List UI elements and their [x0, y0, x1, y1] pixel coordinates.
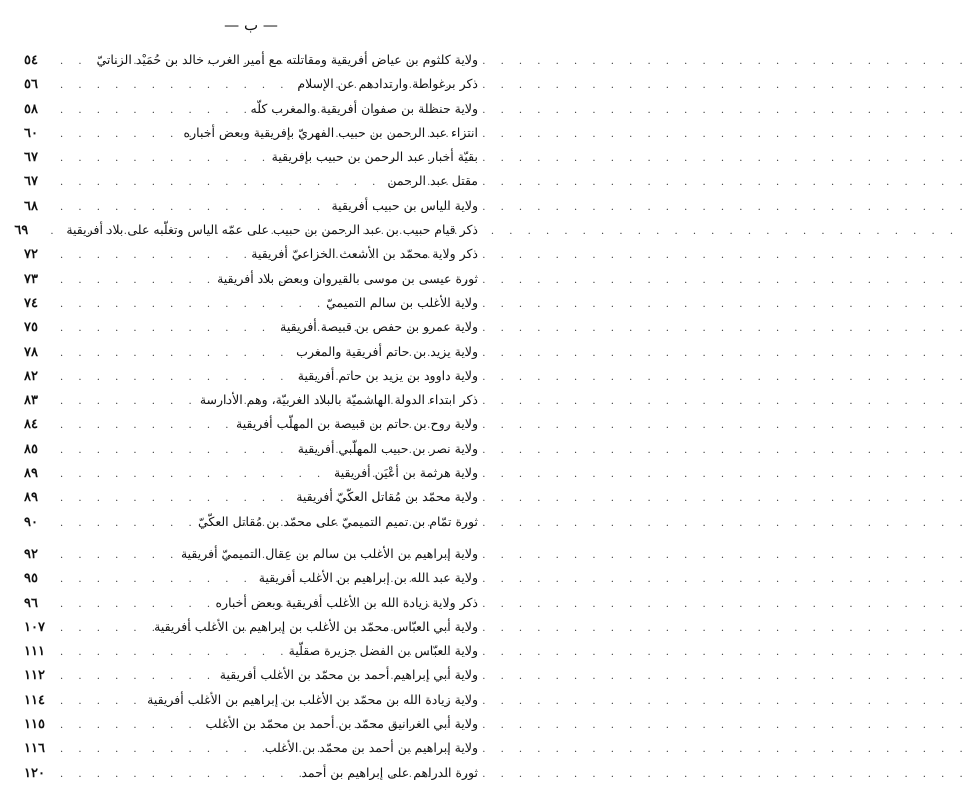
toc-entry-title: ثورة تمّام بن تميم التميميّ على محمّد بن مُقاتل العكّيّ	[198, 513, 478, 529]
toc-entry-page-number: ٨٩	[24, 490, 38, 506]
toc-entry-title: ولاية هرثمة بن أعْيَن أفريقية	[334, 465, 478, 481]
toc-entry-title: ثورة الدراهم على إبراهيم بن أحمد	[301, 764, 478, 780]
toc-entry	[24, 48, 478, 72]
toc-entry-title: ولاية العبّاس بن الفضل جزيرة صقلّية	[288, 643, 478, 659]
toc-entry	[24, 242, 478, 266]
toc-entry-page-number: ٥٨	[24, 101, 38, 117]
toc-entry-title: مقتل عبد الرحمن	[387, 173, 478, 189]
toc-entry	[24, 461, 478, 485]
toc-entry-page-number: ١٠٧	[24, 619, 45, 635]
toc-entry-page-number: ٧٤	[24, 295, 38, 311]
toc-entry	[24, 412, 478, 436]
page-marker: — ب —	[224, 16, 278, 34]
toc-entry-page-number: ٩٠	[24, 514, 38, 530]
dot-leader	[54, 99, 251, 123]
dot-leader	[54, 342, 296, 366]
dot-leader	[54, 317, 280, 341]
toc-entry	[24, 510, 478, 534]
dot-leader	[54, 293, 326, 317]
dot-leader	[54, 593, 216, 617]
dot-leader	[54, 196, 331, 220]
toc-entry	[24, 364, 478, 388]
table-of-contents	[14, 48, 478, 785]
toc-entry	[24, 388, 478, 412]
toc-entry-page-number: ٩٥	[24, 571, 38, 587]
dot-leader	[54, 390, 200, 414]
dot-leader	[54, 366, 298, 390]
toc-entry-title: ذكر ابتداء الدولة الهاشميّة بالبلاد الغربيّة، وهم الأدارسة	[199, 392, 478, 408]
dot-leader	[54, 568, 259, 592]
toc-entry-page-number: ١١٥	[24, 717, 45, 733]
toc-entry-page-number: ٧٢	[24, 247, 38, 263]
toc-entry-page-number: ٨٢	[24, 368, 38, 384]
toc-entry-title: ولاية عبد الله بن إبراهيم بن الأغلب أفريقية	[258, 570, 478, 586]
toc-entry-title: ولاية أبي الغرانيق محمّد بن أحمد بن محمّد بن الأغلب	[205, 716, 478, 732]
toc-entry-title: ذكر ولاية محمّد بن الأشعث الخزاعيّ أفريقية	[251, 246, 478, 262]
toc-entry	[24, 688, 478, 712]
toc-entry-title: ولاية نصر بن حبيب المهلّبي أفريقية	[297, 440, 478, 456]
dot-leader	[54, 512, 198, 536]
toc-entry-page-number: ٦٨	[24, 198, 38, 214]
toc-entry	[24, 291, 478, 315]
dot-leader	[54, 269, 217, 293]
dot-leader	[54, 641, 289, 665]
toc-entry	[24, 72, 478, 96]
toc-entry	[24, 97, 478, 121]
toc-entry-page-number: ٧٥	[24, 320, 38, 336]
toc-entry-page-number: ٧٣	[24, 271, 38, 287]
toc-entry-page-number: ٦٧	[24, 174, 38, 190]
toc-entry	[24, 663, 478, 687]
toc-entry	[24, 437, 478, 461]
toc-entry-page-number: ٨٣	[24, 393, 38, 409]
dot-leader	[54, 439, 298, 463]
toc-entry-page-number: ٦٧	[24, 150, 38, 166]
toc-entry-page-number: ١١١	[24, 644, 45, 660]
toc-entry-title: انتزاء عبد الرحمن بن حبيب الفهريّ بإفريقية وبعض أخباره	[183, 124, 478, 140]
toc-entry-title: ولاية إبراهيم بن الأغلب بن سالم بن عِقال التميميّ أفريقية	[180, 545, 478, 561]
toc-entry-title: ولاية روح بن حاتم بن قبيصة بن المهلّب أفريقية	[236, 416, 478, 432]
toc-entry-page-number: ٩٢	[24, 546, 38, 562]
dot-leader	[54, 414, 236, 438]
toc-entry	[24, 121, 478, 145]
toc-entry	[24, 340, 478, 364]
dot-leader	[44, 220, 66, 244]
toc-entry-title: ولاية كلثوم بن عياض أفريقية ومقاتلته مع أمير الغرب خالد بن حُمَيْد الزناتيّ	[96, 52, 478, 67]
toc-entry	[24, 194, 478, 218]
toc-entry	[24, 712, 478, 736]
toc-entry-page-number: ١١٢	[24, 668, 45, 684]
toc-entry-page-number: ١١٦	[24, 741, 45, 757]
toc-entry	[14, 218, 478, 242]
toc-entry-title: ولاية الياس بن حبيب أفريقية	[331, 197, 478, 213]
toc-entry	[24, 615, 478, 639]
toc-entry-page-number: ١٢٠	[24, 765, 45, 781]
dot-leader	[54, 463, 334, 487]
toc-entry-title: ولاية محمّد بن مُقاتل العكّيّ أفريقية	[296, 489, 478, 505]
toc-entry	[24, 736, 478, 760]
dot-leader	[54, 50, 96, 74]
dot-leader	[54, 690, 147, 714]
toc-entry	[24, 145, 478, 169]
toc-entry-page-number: ١١٤	[24, 692, 45, 708]
toc-entry	[24, 315, 478, 339]
toc-entry	[24, 542, 478, 566]
toc-entry-page-number: ٥٤	[24, 53, 38, 68]
toc-entry-title: ولاية عمرو بن حفص بن قبيصة أفريقية	[280, 319, 478, 335]
toc-entry-title: ولاية أبي إبراهيم أحمد بن محمّد بن الأغلب أفريقية	[219, 667, 478, 683]
toc-entry-title: ثورة عيسى بن موسى بالقيروان وبعض بلاد أفريقية	[217, 270, 478, 286]
toc-entry-title: ذكر قيام حبيب بن عبد الرحمن بن حبيب على عمّه الياس وتغلّبه على بلاد أفريقية	[66, 222, 478, 238]
toc-entry	[24, 267, 478, 291]
dot-leader	[54, 665, 220, 689]
toc-entry-title: ولاية زيادة الله بن محمّد بن الأغلب بن إبراهيم بن الأغلب أفريقية	[147, 691, 478, 707]
toc-entry-title: ولاية يزيد بن حاتم أفريقية والمغرب	[296, 343, 478, 359]
toc-entry-page-number: ٨٩	[24, 466, 38, 482]
dot-leader	[54, 544, 181, 568]
toc-entry	[24, 639, 478, 663]
dot-leader	[54, 714, 206, 738]
toc-entry	[24, 591, 478, 615]
toc-entry-page-number: ٥٦	[24, 77, 38, 93]
toc-entry-title: بقيّة أخبار عبد الرحمن بن حبيب بإفريقية	[271, 149, 478, 165]
dot-leader	[54, 244, 251, 268]
dot-leader	[54, 147, 272, 171]
dot-leader	[54, 123, 184, 147]
dot-leader	[54, 74, 297, 98]
toc-entry	[24, 761, 478, 785]
toc-entry-title: ولاية الأغلب بن سالم التميميّ	[326, 294, 478, 310]
toc-entry-title: ذكر برغواطة وارتدادهم عن الإسلام	[297, 76, 478, 92]
toc-entry-title: ولاية داوود بن يزيد بن حاتم أفريقية	[297, 367, 478, 383]
dot-leader	[54, 487, 296, 511]
toc-entry	[24, 485, 478, 509]
toc-entry-page-number: ٦٩	[14, 223, 29, 239]
toc-entry-page-number: ٧٨	[24, 344, 38, 360]
dot-leader	[54, 738, 265, 762]
dot-leader	[54, 617, 154, 641]
toc-entry	[24, 566, 478, 590]
toc-entry-page-number: ٩٦	[24, 595, 38, 611]
toc-entry-page-number: ٦٠	[24, 125, 38, 141]
toc-entry-title: ولاية أبي العبّاس محمّد بن الأغلب بن إبراهيم بن الأغلب أفريقية	[154, 618, 478, 634]
dot-leader	[54, 763, 301, 787]
toc-entry-title: ولاية حنظلة بن صفوان أفريقية والمغرب كلّه	[250, 100, 478, 116]
toc-entry	[24, 169, 478, 193]
dot-leader	[54, 171, 387, 195]
toc-entry-title: ولاية إبراهيم بن أحمد بن محمّد بن الأغلب	[264, 740, 478, 756]
toc-entry-page-number: ٨٤	[24, 417, 38, 433]
toc-entry-page-number: ٨٥	[24, 441, 38, 457]
toc-entry-title: ذكر ولاية زيادة الله بن الأغلب أفريقية وبعض أخباره	[215, 594, 478, 610]
